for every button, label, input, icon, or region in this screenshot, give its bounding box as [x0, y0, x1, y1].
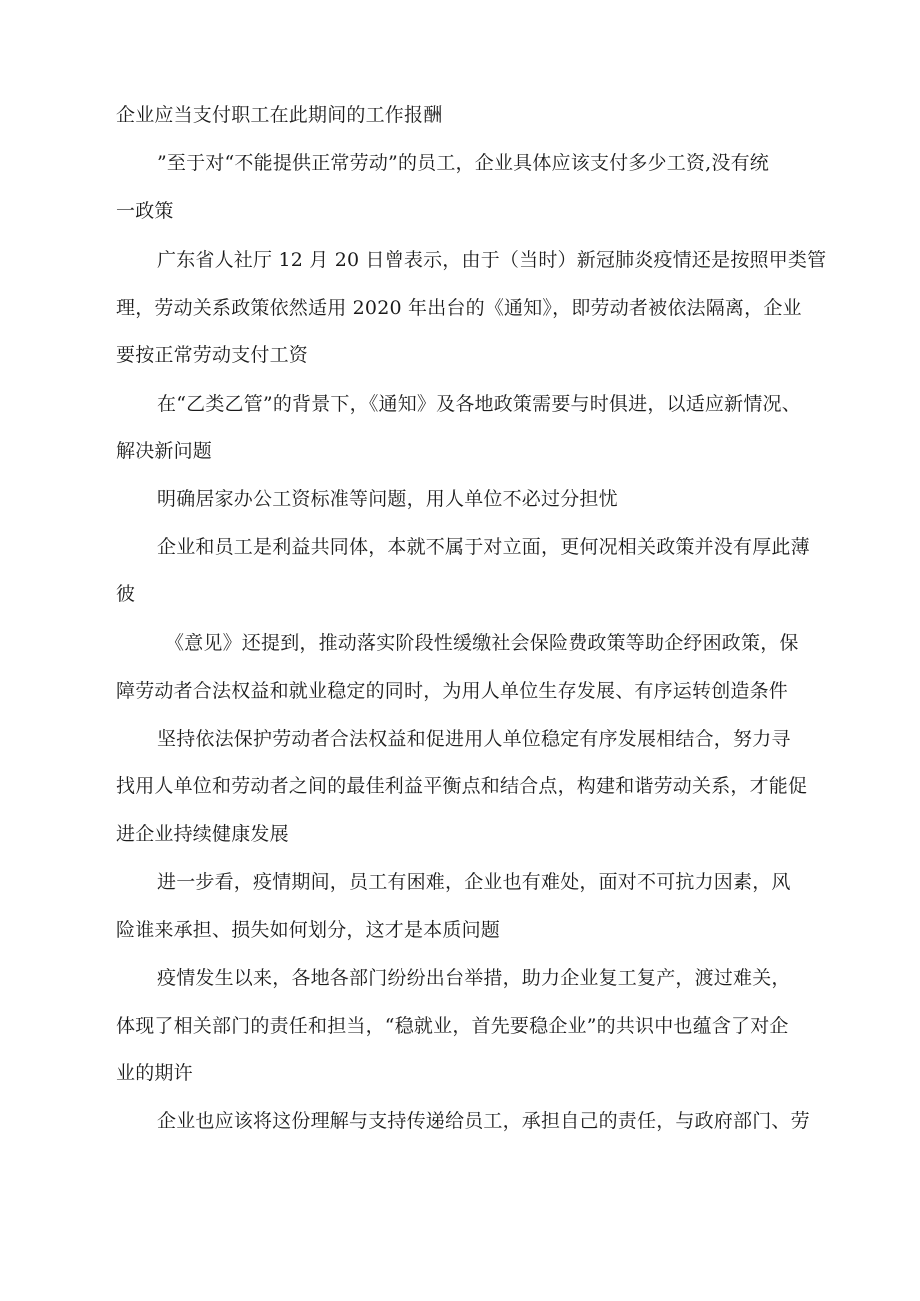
text-line: 找用人单位和劳动者之间的最佳利益平衡点和结合点，构建和谐劳动关系，才能促: [116, 775, 808, 797]
text-line: 业的期许: [116, 1062, 193, 1084]
text-line: 险谁来承担、损失如何划分，这才是本质问题: [116, 919, 501, 941]
text-line: ”至于对“不能提供正常劳动”的员工，企业具体应该支付多少工资,没有统: [157, 152, 769, 174]
text-line: 广东省人社厅 12 月 20 日曾表示，由于（当时）新冠肺炎疫情还是按照甲类管: [157, 249, 827, 271]
text-line: 进一步看，疫情期间，员工有困难，企业也有难处，面对不可抗力因素，风: [157, 871, 791, 893]
text-line: 一政策: [116, 200, 174, 222]
text-line: 理，劳动关系政策依然适用 2020 年出台的《通知》，即劳动者被依法隔离，企业: [116, 297, 802, 319]
text-line: 体现了相关部门的责任和担当，“稳就业，首先要稳企业”的共识中也蕴含了对企: [116, 1015, 789, 1037]
text-line: 障劳动者合法权益和就业稳定的同时，为用人单位生存发展、有序运转创造条件: [116, 680, 789, 702]
text-line: 坚持依法保护劳动者合法权益和促进用人单位稳定有序发展相结合，努力寻: [157, 728, 791, 750]
text-line: 要按正常劳动支付工资: [116, 344, 309, 366]
text-line: 企业和员工是利益共同体，本就不属于对立面，更何况相关政策并没有厚此薄: [157, 536, 810, 558]
text-line: 彼: [116, 583, 136, 605]
text-line: 进企业持续健康发展: [116, 823, 289, 845]
text-line: 《意见》还提到，推动落实阶段性缓缴社会保险费政策等助企纾困政策，保: [165, 632, 799, 654]
text-line: 企业也应该将这份理解与支持传递给员工，承担自己的责任，与政府部门、劳: [157, 1110, 810, 1132]
text-line: 企业应当支付职工在此期间的工作报酬: [116, 104, 443, 126]
text-line: 在“乙类乙管”的背景下，《通知》及各地政策需要与时俱进，以适应新情况、: [157, 393, 801, 415]
text-line: 明确居家办公工资标准等问题，用人单位不必过分担忧: [157, 488, 618, 510]
text-line: 疫情发生以来，各地各部门纷纷出台举措，助力企业复工复产，渡过难关，: [157, 967, 791, 989]
text-line: 解决新问题: [116, 440, 213, 462]
